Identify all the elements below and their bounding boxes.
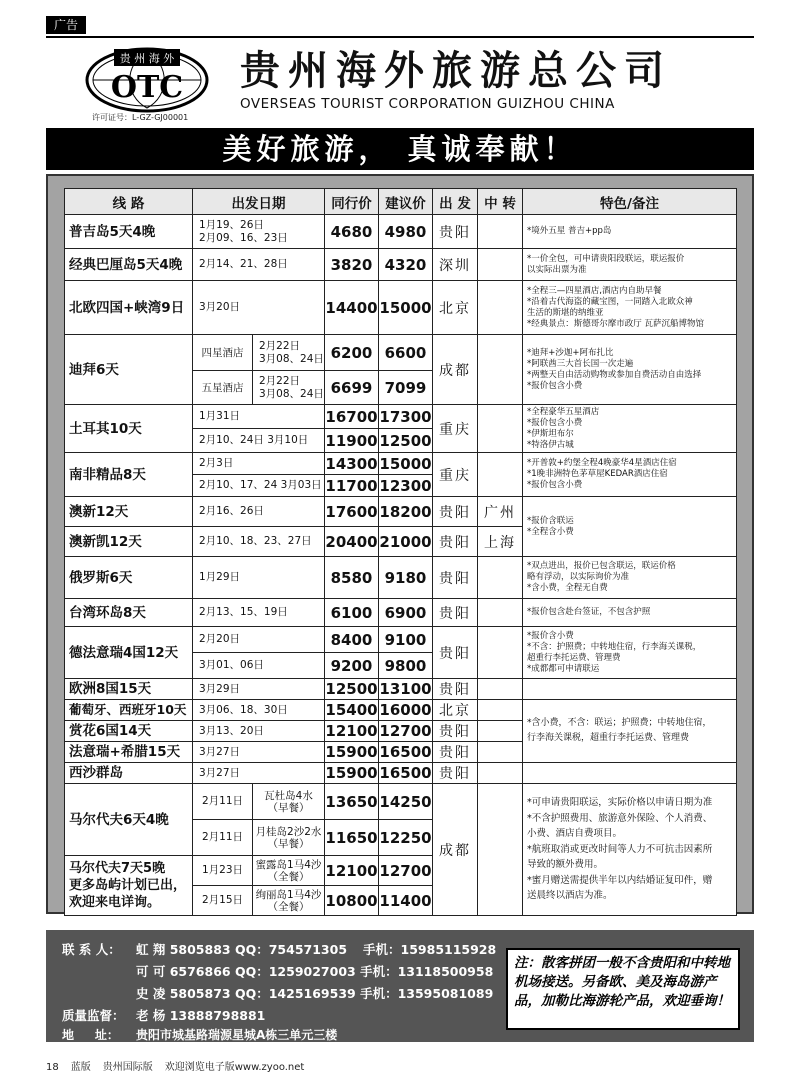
- col-peer-price: 同行价: [325, 189, 379, 215]
- table-row: 经典巴厘岛5天4晚 2月14、21、28日 3820 4320 深圳 *一价全包，可申请贵阳段联运，联运报价 以实际出票为准: [65, 249, 737, 281]
- ad-label: 广告: [46, 16, 86, 34]
- col-date: 出发日期: [193, 189, 325, 215]
- license-number: 许可证号：L-GZ-GJ00001: [92, 113, 189, 122]
- table-row: 葡萄牙、西班牙10天 3月06、18、30日 15400 16000 北京 *含小费，不含：联运；护照费；中转地住宿， 行李海关课税，超重行李托运费、管理费: [65, 700, 737, 721]
- table-row: 3月01、06日 9200 9800: [65, 653, 737, 679]
- table-row: 澳新凯12天 2月10、18、23、27日 20400 21000 贵阳 上海: [65, 527, 737, 557]
- table-row: 马尔代夫7天5晚 更多岛屿计划已出， 欢迎来电详询。 1月23日 蜜露岛1马4沙 （全餐） 12100 12700: [65, 856, 737, 886]
- table-row: 普吉岛5天4晚 1月19、26日 2月09、16、23日 4680 4980 贵阳 *境外五星 普吉+pp岛: [65, 215, 737, 249]
- contact-panel: [46, 930, 754, 1042]
- table-row: 五星酒店 2月22日 3月08、24日 6699 7099: [65, 371, 737, 405]
- table-row: 台湾环岛8天 2月13、15、19日 6100 6900 贵阳 *报价包含赴台签证，不包含护照: [65, 599, 737, 627]
- page-footer: 18 蓝版 贵州国际版 欢迎浏览电子版www.zyoo.net: [46, 1062, 305, 1073]
- table-row: 2月11日 月桂岛2沙2水 （早餐） 11650 12250: [65, 820, 737, 856]
- table-row: 西沙群岛 3月27日 15900 16500 贵阳: [65, 763, 737, 784]
- quality-row: 质量监督： 老 杨 13888798881: [62, 1008, 266, 1023]
- table-row: 法意瑞+希腊15天 3月27日 15900 16500 贵阳: [65, 742, 737, 763]
- table-row: 赏花6国14天 3月13、20日 12100 12700 贵阳: [65, 721, 737, 742]
- table-row: 马尔代夫6天4晚 2月11日 瓦杜岛4水 （早餐） 13650 14250 成都 *可申请贵阳联运，实际价格以申请日期为准 *不含护照费用、旅游意外保险、个人消费、 小费、酒店自费项目。 *航班取消或更改时间等人力不可抗击因素所 导致的额外费用。 *蜜月赠送需提供半年以内结婚证复印件，赠 送晨终以酒店为准。: [65, 784, 737, 820]
- table-row: 北欧四国+峡湾9日 3月20日 14400 15000 北京 *全程三—四星酒店,酒店内自助早餐 *沿着古代海盗的藏宝图，一同踏入北欧众神 生活的斯堪的纳维亚 *经典景点：斯德哥尔摩市政厅 瓦萨沉船博物馆: [65, 281, 737, 335]
- company-logo: [84, 44, 210, 114]
- table-row: 2月10、24日 3月10日 11900 12500: [65, 429, 737, 453]
- table-row: 2月10、17、24 3月03日 11700 12300: [65, 475, 737, 497]
- col-transit: 中 转: [478, 189, 523, 215]
- divider: [46, 36, 754, 38]
- col-suggested-price: 建议价: [379, 189, 433, 215]
- col-departure: 出 发: [433, 189, 478, 215]
- table-row: 欧洲8国15天 3月29日 12500 13100 贵阳: [65, 679, 737, 700]
- table-row: 迪拜6天 四星酒店 2月22日 3月08、24日 6200 6600 成都 *迪拜+沙迦+阿布扎比 *阿联酋三大首长国一次走遍 *两整天自由活动购物或参加自费活动自由选择 *报价包含小费: [65, 335, 737, 371]
- slogan-banner: 美好旅游， 真诚奉献！: [46, 128, 754, 170]
- notice-box: 注：散客拼团一般不含贵阳和中转地机场接送。另备欧、美及海岛游产品，加勒比海游轮产品，欢迎垂询！: [506, 948, 740, 1030]
- logo-text: OTC: [110, 70, 184, 105]
- col-route: 线 路: [65, 189, 193, 215]
- logo-arc-text: 贵 州 海 外: [119, 52, 175, 65]
- contact-row: 史 凌 5805873 QQ：1425169539 手机：13595081089: [136, 986, 494, 1001]
- table-row: 南非精品8天 2月3日 14300 15000 重庆 *开普敦+约堡全程4晚豪华4星酒店住宿 *1晚非洲特色茅草屋KEDAR酒店住宿 *报价包含小费: [65, 453, 737, 475]
- table-row: 2月15日 绚丽岛1马4沙 （全餐） 10800 11400: [65, 886, 737, 916]
- price-table: [64, 188, 737, 916]
- table-row: 俄罗斯6天 1月29日 8580 9180 贵阳 *双点进出，报价已包含联运，联运价格 略有浮动，以实际询价为准 *含小费，全程无自费: [65, 557, 737, 599]
- address-row: 地 址： 贵阳市城基路瑞源星城A栋三单元三楼: [62, 1028, 338, 1042]
- table-row: 德法意瑞4国12天 2月20日 8400 9100 贵阳 *报价含小费 *不含：护照费；中转地住宿，行李海关课税， 超重行李托运费、管理费 *成都都可申请联运: [65, 627, 737, 653]
- table-row: 澳新12天 2月16、26日 17600 18200 贵阳 广州 *报价含联运 *全程含小费: [65, 497, 737, 527]
- company-name-cn: 贵州海外旅游总公司: [240, 47, 672, 94]
- contact-row: 联 系 人： 虹 翔 5805883 QQ：754571305 手机：15985115928: [62, 942, 497, 957]
- col-notes: 特色/备注: [523, 189, 737, 215]
- company-name-en: OVERSEAS TOURIST CORPORATION GUIZHOU CHINA: [240, 96, 615, 112]
- table-header: [65, 189, 737, 215]
- contact-row: 可 可 6576866 QQ：1259027003 手机：13118500958: [136, 964, 494, 979]
- table-row: 土耳其10天 1月31日 16700 17300 重庆 *全程豪华五星酒店 *报价包含小费 *伊斯坦布尔 *特洛伊古城: [65, 405, 737, 429]
